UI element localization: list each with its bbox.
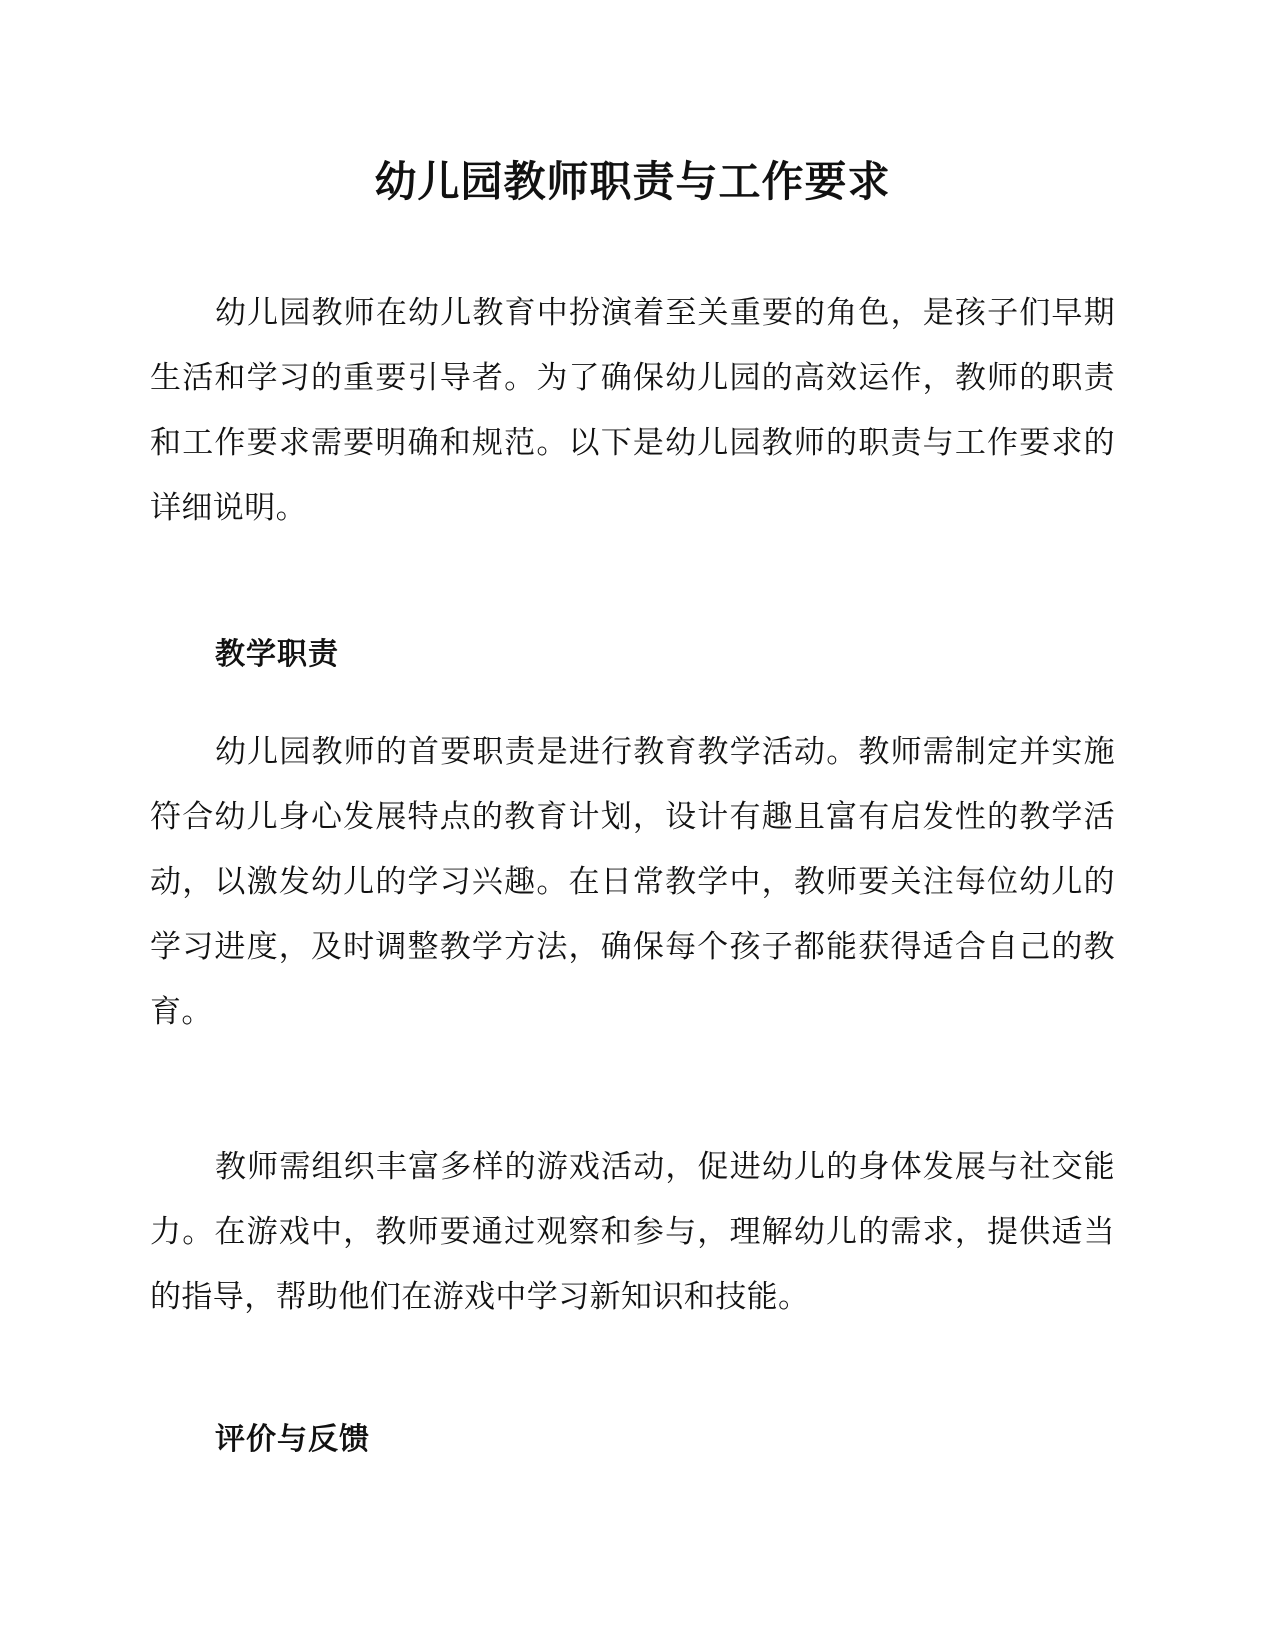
- section-heading-evaluation: 评价与反馈: [215, 1422, 370, 1457]
- section-heading-teaching: 教学职责: [215, 637, 339, 672]
- teaching-paragraph-2: 教师需组织丰富多样的游戏活动，促进幼儿的身体发展与社交能力。在游戏中，教师要通过观察和参与，理解幼儿的需求，提供适当的指导，帮助他们在游戏中学习新知识和技能。: [150, 1149, 1115, 1315]
- intro-paragraph: 幼儿园教师在幼儿教育中扮演着至关重要的角色，是孩子们早期生活和学习的重要引导者。为了确保幼儿园的高效运作，教师的职责和工作要求需要明确和规范。以下是幼儿园教师的职责与工作要求的详细说明。: [150, 295, 1115, 526]
- document-title: 幼儿园教师职责与工作要求: [374, 157, 891, 206]
- teaching-paragraph-1: 幼儿园教师的首要职责是进行教育教学活动。教师需制定并实施符合幼儿身心发展特点的教育计划，设计有趣且富有启发性的教学活动，以激发幼儿的学习兴趣。在日常教学中，教师要关注每位幼儿的学习进度，及时调整教学方法，确保每个孩子都能获得适合自己的教育。: [150, 734, 1115, 1030]
